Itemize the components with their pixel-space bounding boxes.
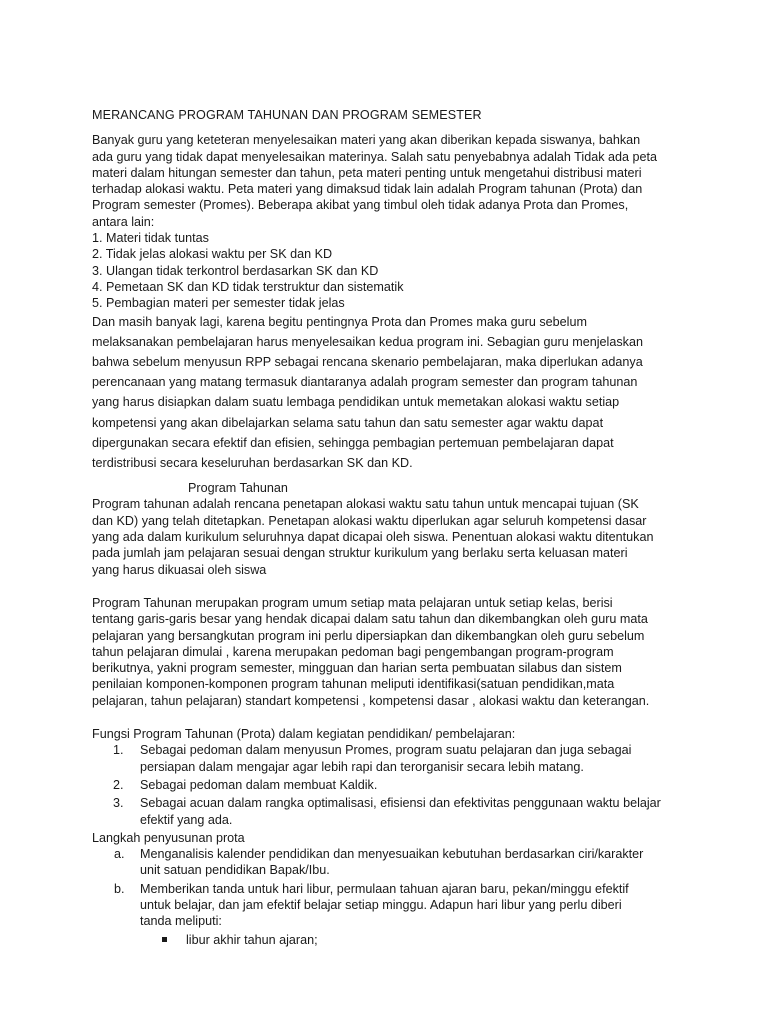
umum-line: pelajaran yang bersangkutan program ini perlu dipersiapkan dan dikembangkan oleh guru sebelum [92,628,645,643]
square-bullet-icon [162,937,167,942]
closing-line: kompetensi yang akan dibelajarkan selama satu tahun dan satu semester agar waktu dapat [92,415,604,430]
definition-line: pada jumlah jam pelajaran sesuai dengan struktur kurikulum yang berlaku serta keluasan materi [92,546,628,561]
document-title: MERANCANG PROGRAM TAHUNAN DAN PROGRAM SEMESTER [92,108,482,122]
fungsi-item [92,742,676,775]
definition-line: Program tahunan adalah rencana penetapan alokasi waktu satu tahun untuk mencapai tujuan (SK [92,497,639,512]
item-number: 3. [113,796,124,811]
intro-line: terhadap alokasi waktu. Peta materi yang dimaksud tidak lain adalah Program tahunan (Prota) dan [92,182,643,197]
item-line: Sebagai pedoman dalam membuat Kaldik. [140,777,378,792]
fungsi-title: Fungsi Program Tahunan (Prota) dalam kegiatan pendidikan/ pembelajaran: [92,727,516,742]
closing-line: dipergunakan secara efektif dan efisien, sehingga pembagian pertemuan pembelajaran dapat [92,435,614,450]
item-letter: a. [114,847,125,862]
definition-paragraph [92,496,676,577]
item-line: efektif yang ada. [140,812,233,827]
item-number: 2. [113,777,124,792]
umum-line: tahun pelajaran dimulai , karena merupakan pedoman bagi pengembangan program-program [92,644,614,659]
libur-item [162,932,676,948]
item-number: 1. [113,743,124,758]
item-line: Menganalisis kalender pendidikan dan menyesuaikan kebutuhan berdasarkan ciri/karakter [140,847,644,862]
langkah-item [92,881,676,930]
closing-line: melaksanakan pembelajaran harus menyelesaikan kedua program ini. Sebagian guru menjelaskan [92,334,643,349]
langkah-list [92,846,676,929]
libur-text: libur akhir tahun ajaran; [186,932,318,947]
item-line: persiapan dalam mengajar agar lebih rapi dan terorganisir secara lebih matang. [140,759,584,774]
item-line: unit satuan pendidikan Bapak/Ibu. [140,863,330,878]
closing-line: perencanaan yang matang termasuk diantaranya adalah program semester dan program tahunan [92,375,638,390]
closing-line: Dan masih banyak lagi, karena begitu pentingnya Prota dan Promes maka guru sebelum [92,314,587,329]
intro-paragraph [92,132,676,230]
intro-line: materi dalam hitungan semester dan tahun, peta materi penting untuk mengetahui distribusi materi [92,165,642,180]
definition-line: yang harus dikuasai oleh siswa [92,562,267,577]
umum-line: berikutnya, yakni program semester, mingguan dan harian serta pembuatan silabus dan sistem [92,661,622,676]
list-item: 5. Pembagian materi per semester tidak jelas [92,296,345,311]
closing-line: terdistribusi secara keseluruhan berdasarkan SK dan KD. [92,455,413,470]
paragraph-gap [92,578,676,595]
fungsi-item [92,795,676,828]
intro-line: antara lain: [92,214,155,229]
item-line: Memberikan tanda untuk hari libur, permulaan tahuan ajaran baru, pekan/minggu efektif [140,881,629,896]
umum-line: Program Tahunan merupakan program umum setiap mata pelajaran untuk setiap kelas, berisi [92,595,613,610]
item-line: Sebagai pedoman dalam menyusun Promes, program suatu pelajaran dan juga sebagai [140,743,632,758]
list-item: 3. Ulangan tidak terkontrol berdasarkan SK dan KD [92,263,379,278]
umum-line: penilaian komponen-komponen program tahunan meliputi identifikasi(satuan pendidikan,mata [92,677,615,692]
libur-list [92,932,676,948]
item-line: untuk belajar, dan jam efektif belajar setiap minggu. Adapun hari libur yang perlu diberi [140,898,622,913]
intro-line: Program semester (Promes). Beberapa akibat yang timbul oleh tidak adanya Prota dan Promes, [92,198,629,213]
intro-line: Banyak guru yang keteteran menyelesaikan materi yang akan diberikan kepada siswanya, bahkan [92,133,641,148]
definition-line: yang ada dalam kurikulum seluruhnya dapat dicapai oleh siswa. Penentuan alokasi waktu ditentukan [92,530,654,545]
program-tahunan-heading: Program Tahunan [188,481,288,496]
fungsi-list [92,742,676,827]
closing-line: yang harus disiapkan dalam suatu lembaga pendidikan untuk memetakan alokasi waktu setiap [92,395,620,410]
closing-paragraph [92,312,676,474]
definition-line: dan KD) yang telah ditetapkan. Penetapan alokasi waktu diperlukan agar seluruh kompetensi dasar [92,513,647,528]
umum-paragraph [92,595,676,709]
langkah-item [92,846,676,879]
fungsi-item [92,777,676,793]
item-letter: b. [114,881,125,896]
item-line: tanda meliputi: [140,914,222,929]
akibat-list [92,230,676,311]
closing-line: bahwa sebelum menyusun RPP sebagai rencana skenario pembelajaran, maka diperlukan adanya [92,354,643,369]
paragraph-gap [92,709,676,726]
list-item: 2. Tidak jelas alokasi waktu per SK dan KD [92,247,333,262]
item-line: Sebagai acuan dalam rangka optimalisasi, efisiensi dan efektivitas penggunaan waktu belajar [140,796,661,811]
list-item: 4. Pemetaan SK dan KD tidak terstruktur dan sistematik [92,279,404,294]
langkah-title: Langkah penyusunan prota [92,830,245,845]
intro-line: ada guru yang tidak dapat menyelesaikan materinya. Salah satu penyebabnya adalah Tidak ada peta [92,149,658,164]
list-item: 1. Materi tidak tuntas [92,231,209,246]
umum-line: pelajaran, tahun pelajaran) standart kompetensi , kompetensi dasar , alokasi waktu dan keterangan. [92,693,650,708]
umum-line: tentang garis-garis besar yang hendak dicapai dalam satu tahun dan dikembangkan oleh guru mata [92,612,648,627]
